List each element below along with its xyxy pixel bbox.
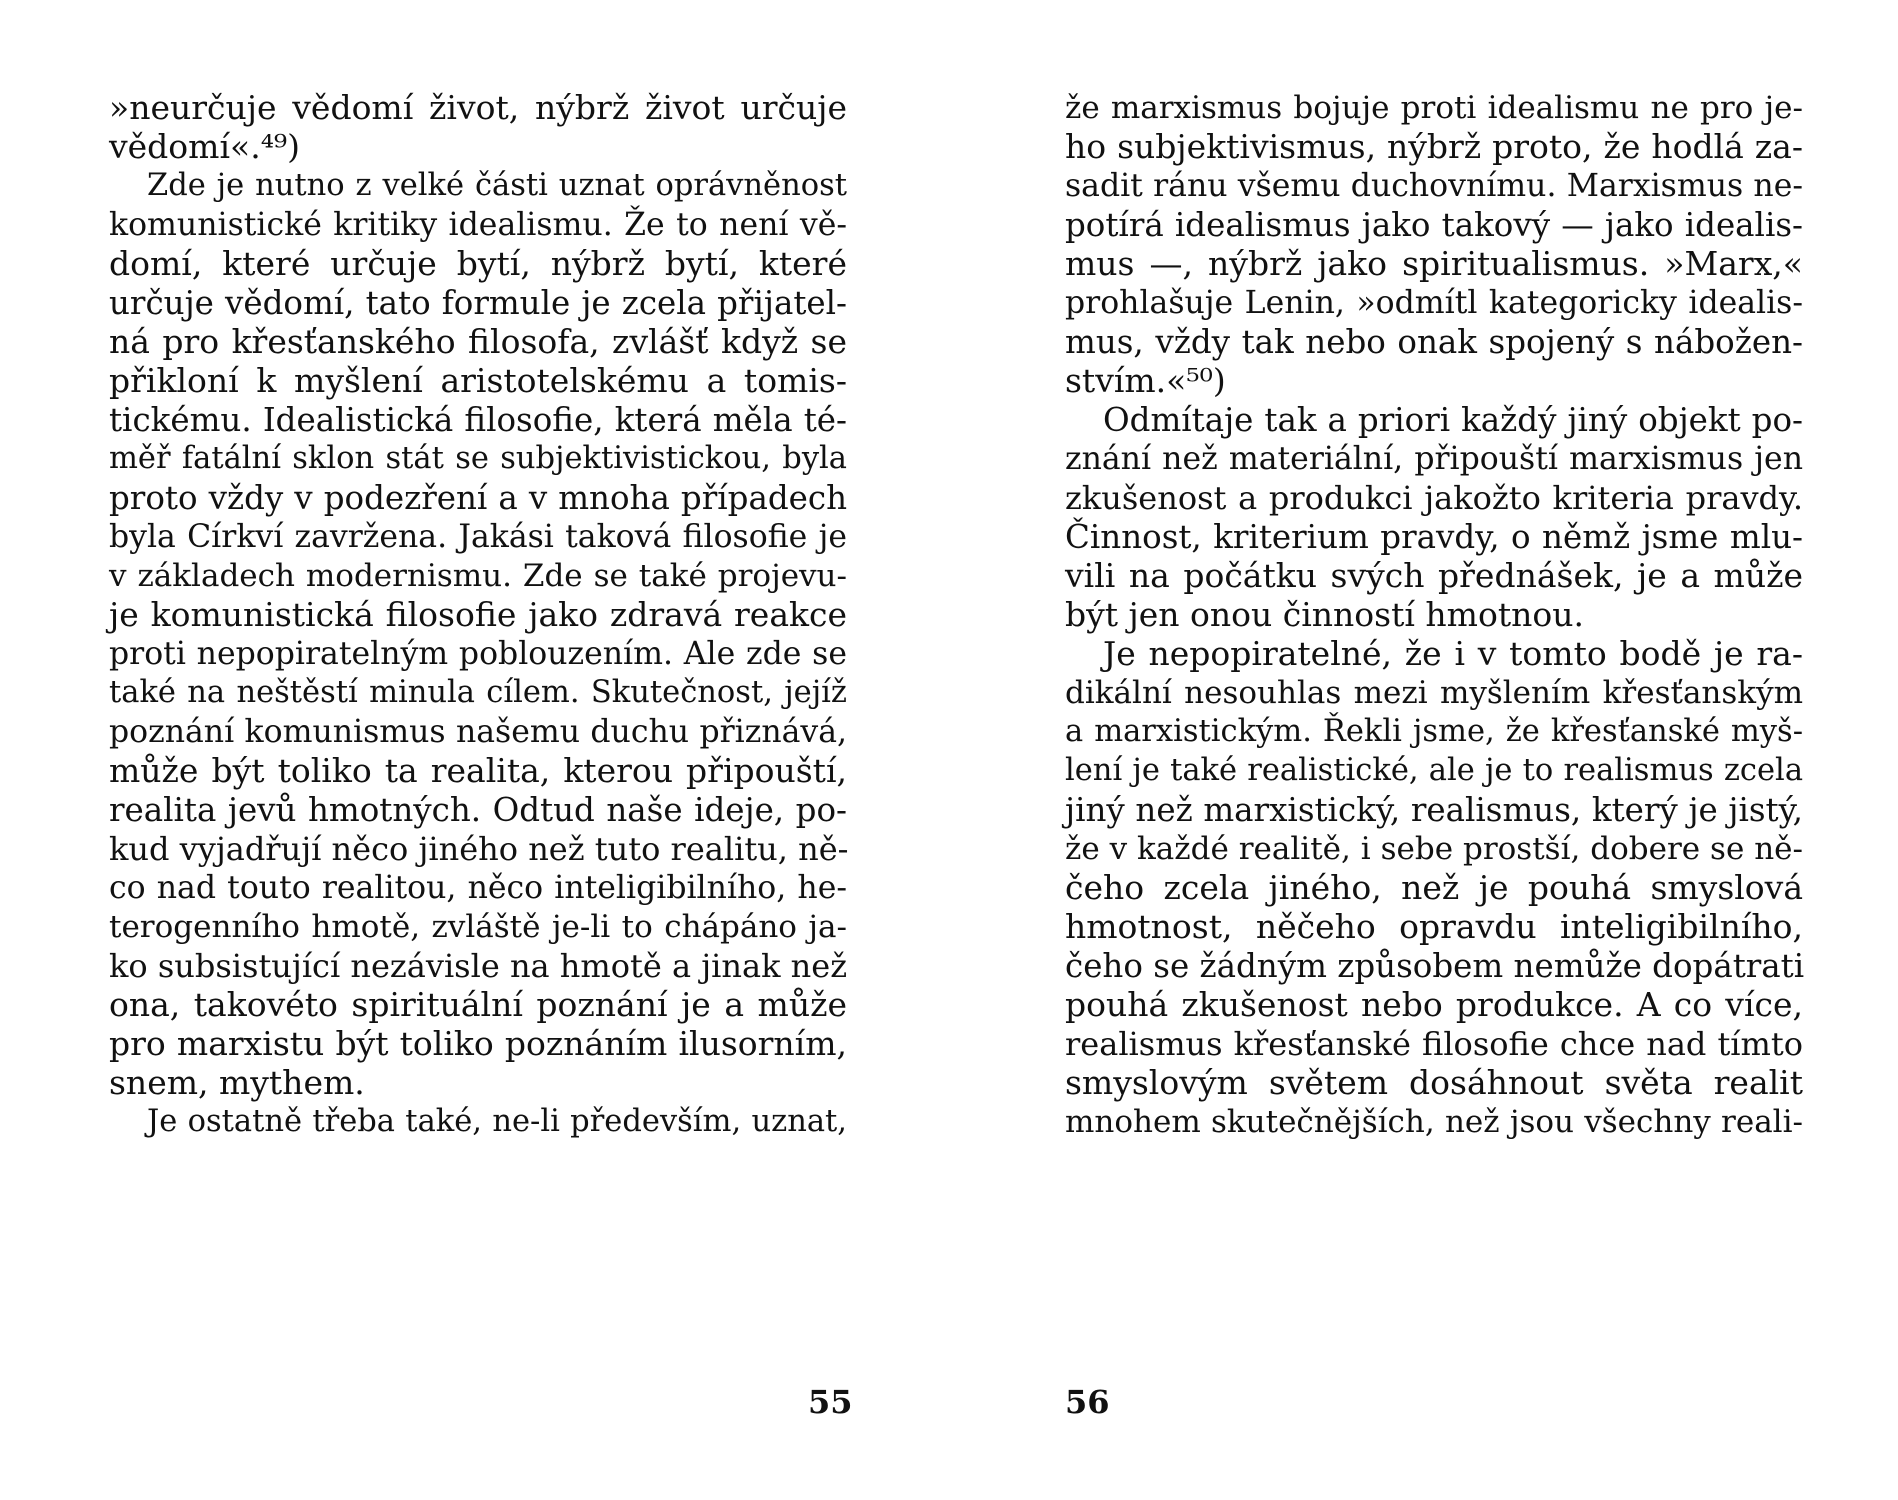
text-line: lení je také realistické, ale je to realismus zcela xyxy=(1065,753,1803,788)
paragraph-start-line: Je ostatně třeba také, ne-li především, uznat, xyxy=(147,1104,847,1139)
paragraph-start-line: Je nepopiratelné, že i v tomto bodě je ra- xyxy=(1103,634,1803,673)
paragraph-start-line: Zde je nutno z velké části uznat oprávněnost xyxy=(147,168,847,203)
text-line: a marxistickým. Řekli jsme, že křesťanské myš- xyxy=(1065,714,1803,749)
text-line: pouhá zkušenost nebo produkce. A co více, xyxy=(1065,985,1803,1024)
text-line: ona, takovéto spirituální poznání je a může xyxy=(109,985,847,1024)
text-line: proto vždy v podezření a v mnoha případech xyxy=(109,479,847,517)
text-line: ná pro křesťanského filosofa, zvlášť když se xyxy=(109,322,847,361)
text-line: snem, mythem. xyxy=(109,1063,365,1102)
text-line: vili na počátku svých přednášek, je a může xyxy=(1065,556,1803,595)
text-line: hmotnost, něčeho opravdu inteligibilního, xyxy=(1065,907,1803,946)
text-line: poznání komunismus našemu duchu přiznává, xyxy=(109,714,847,750)
text-line: je komunistická filosofie jako zdravá reakce xyxy=(109,595,847,634)
text-line: mnohem skutečnějších, než jsou všechny reali- xyxy=(1065,1104,1803,1140)
text-line: mus, vždy tak nebo onak spojený s nábožen- xyxy=(1065,323,1803,361)
text-line: ho subjektivismus, nýbrž proto, že hodlá za- xyxy=(1065,127,1803,166)
text-line: určuje vědomí, tato formule je zcela přijatel- xyxy=(109,284,847,322)
page-number: 55 xyxy=(808,1383,853,1421)
text-line: realismus křesťanské filosofie chce nad tímto xyxy=(1065,1025,1803,1063)
text-line: že marxismus bojuje proti idealismu ne pro je- xyxy=(1065,90,1803,126)
text-line: tickému. Idealistická filosofie, která měla té- xyxy=(109,401,847,439)
text-line: realita jevů hmotných. Odtud naše ideje, po- xyxy=(109,791,847,829)
text-line: komunistické kritiky idealismu. Že to není vě- xyxy=(109,207,847,243)
text-line: že v každé realitě, i sebe prostší, dobere se ně- xyxy=(1065,831,1803,867)
text-line: »neurčuje vědomí život, nýbrž život určuje xyxy=(109,88,847,127)
text-line: čeho se žádným způsobem nemůže dopátrati xyxy=(1065,947,1805,985)
paragraph-start-line: Odmítaje tak a priori každý jiný objekt po- xyxy=(1103,401,1803,439)
text-line: ko subsistující nezávisle na hmotě a jinak než xyxy=(109,947,848,985)
text-line: vědomí«.⁴⁹) xyxy=(109,127,301,166)
text-line: potírá idealismus jako takový — jako idealis- xyxy=(1065,206,1803,244)
text-line: prohlašuje Lenin, »odmítl kategoricky idealis- xyxy=(1065,285,1803,321)
right-page xyxy=(949,0,1898,1500)
text-line: také na neštěstí minula cílem. Skutečnost, jejíž xyxy=(109,675,847,710)
text-line: co nad touto realitou, něco inteligibilního, he- xyxy=(109,870,847,906)
text-line: sadit ránu všemu duchovnímu. Marxismus ne- xyxy=(1065,168,1803,204)
text-line: terogenního hmotě, zvláště je-li to chápáno ja- xyxy=(109,909,847,945)
text-line: pro marxistu být toliko poznáním ilusorním, xyxy=(109,1024,847,1063)
text-line: stvím.«⁵⁰) xyxy=(1065,361,1226,400)
text-line: být jen onou činností hmotnou. xyxy=(1065,595,1584,634)
text-line: Činnost, kriterium pravdy, o němž jsme mlu- xyxy=(1065,518,1803,556)
text-line: mus —, nýbrž jako spiritualismus. »Marx,« xyxy=(1065,244,1803,283)
text-line: znání než materiální, připouští marxismus jen xyxy=(1065,441,1803,477)
text-line: čeho zcela jiného, než je pouhá smyslová xyxy=(1065,868,1803,907)
text-line: domí, které určuje bytí, nýbrž bytí, které xyxy=(109,244,847,283)
text-line: smyslovým světem dosáhnout světa realit xyxy=(1065,1063,1803,1102)
text-line: zkušenost a produkci jakožto kriteria pravdy. xyxy=(1065,479,1803,517)
text-line: jiný než marxistický, realismus, který je jistý, xyxy=(1065,791,1803,829)
text-line: kud vyjadřují něco jiného než tuto realitu, ně- xyxy=(109,830,849,868)
text-line: měř fatální sklon stát se subjektivistickou, byla xyxy=(109,441,847,476)
text-line: dikální nesouhlas mezi myšlením křesťanským xyxy=(1065,675,1803,711)
text-line: přikloní k myšlení aristotelskému a tomis- xyxy=(109,361,847,400)
text-line: proti nepopiratelným poblouzením. Ale zde se xyxy=(109,636,847,672)
page-number: 56 xyxy=(1065,1383,1110,1421)
text-line: v základech modernismu. Zde se také projevu- xyxy=(109,558,847,594)
text-line: byla Církví zavržena. Jakási taková filosofie je xyxy=(109,519,847,555)
text-line: může být toliko ta realita, kterou připouští, xyxy=(109,751,847,790)
